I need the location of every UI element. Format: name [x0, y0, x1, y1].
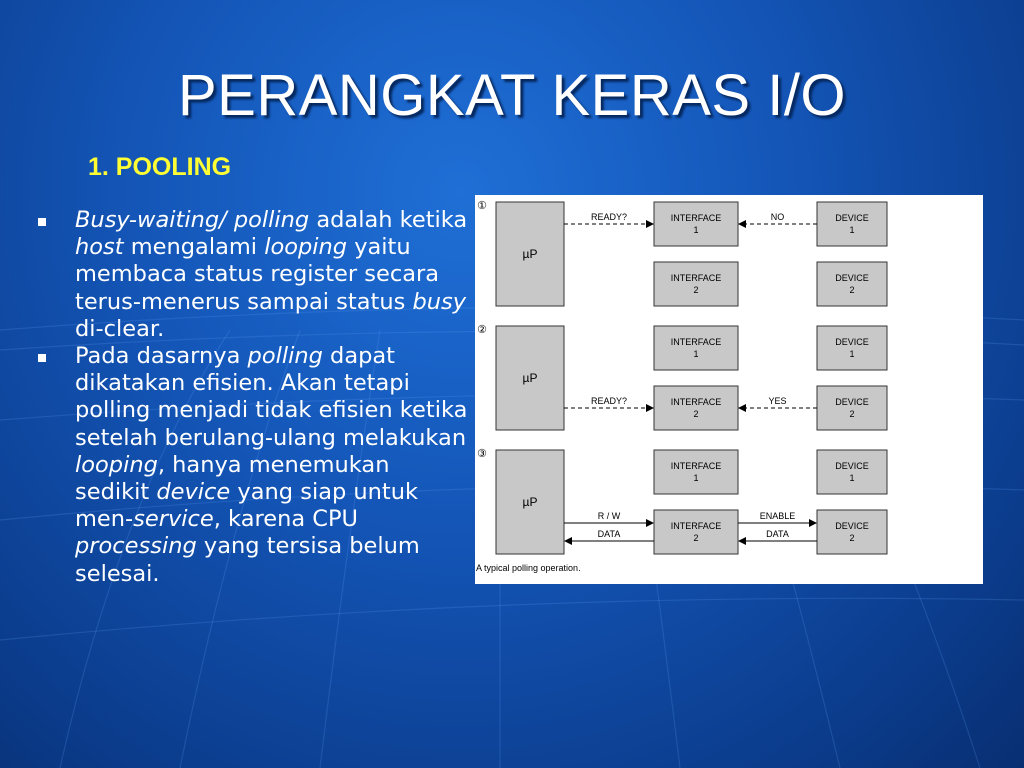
- cpu-signal-label: READY?: [590, 396, 628, 406]
- device-number: 2: [849, 285, 855, 295]
- diagram-caption: A typical polling operation.: [476, 563, 581, 573]
- device-label: DEVICE: [835, 461, 869, 471]
- slide-subtitle: 1. POOLING: [88, 153, 232, 181]
- device-label: DEVICE: [835, 397, 869, 407]
- text-run: Pada dasarnya: [75, 343, 248, 370]
- italic-term: device: [156, 479, 231, 506]
- italic-term: Busy-waiting/ polling: [75, 207, 310, 233]
- device-box: [817, 510, 887, 554]
- device-box: [817, 450, 887, 494]
- device-number: 2: [849, 533, 855, 543]
- text-run: dapat dikatakan efisien. Akan tetapi polling menjadi tidak efisien ketika setelah berulang-ulang melakukan: [75, 343, 468, 451]
- text-run: adalah ketika: [309, 207, 468, 233]
- text-run: mengalami: [123, 234, 265, 261]
- cpu-label: µP: [522, 247, 538, 261]
- interface-number: 1: [693, 349, 699, 359]
- interface-number: 2: [693, 533, 699, 543]
- interface-number: 2: [693, 285, 699, 295]
- device-label: DEVICE: [835, 521, 869, 531]
- bullet-list: [38, 207, 470, 588]
- device-data-label: DATA: [766, 529, 789, 539]
- device-signal-label: YES: [768, 396, 787, 406]
- text-run: yaitu membaca status register secara terus-menerus sampai status: [75, 234, 440, 315]
- device-box: [817, 326, 887, 370]
- bullet-item-polling-efficiency: [38, 343, 470, 588]
- italic-term: polling: [247, 343, 323, 370]
- device-signal-label: NO: [770, 212, 785, 222]
- text-run: yang siap untuk men-: [75, 479, 419, 533]
- text-run: di-clear.: [75, 315, 165, 342]
- interface-box: [654, 386, 738, 430]
- bullet-item-busy-waiting: [38, 207, 470, 343]
- text-run: , karena CPU: [213, 506, 359, 533]
- slide-title: PERANGKAT KERAS I/O: [177, 63, 847, 128]
- device-box: [817, 262, 887, 306]
- cpu-data-label: DATA: [597, 529, 621, 539]
- cpu-label: µP: [522, 495, 538, 509]
- interface-number: 1: [693, 225, 699, 235]
- interface-number: 1: [693, 473, 699, 483]
- italic-term: looping: [264, 234, 348, 261]
- italic-term: busy: [412, 288, 467, 315]
- interface-number: 2: [693, 409, 699, 419]
- interface-box: [654, 450, 738, 494]
- interface-box: [654, 510, 738, 554]
- cpu-signal-label: R / W: [597, 511, 621, 521]
- polling-diagram-svg: [475, 195, 983, 584]
- device-label: DEVICE: [835, 273, 869, 283]
- interface-label: INTERFACE: [670, 273, 722, 283]
- device-box: [817, 202, 887, 246]
- italic-term: service: [133, 506, 214, 533]
- italic-term: processing: [75, 533, 197, 560]
- device-number: 2: [849, 409, 855, 419]
- step-number: ③: [477, 447, 487, 460]
- italic-term: host: [75, 234, 124, 261]
- square-bullet-icon: [38, 354, 46, 362]
- step-number: ①: [477, 199, 487, 212]
- device-label: DEVICE: [835, 337, 869, 347]
- bullet-text: [75, 207, 467, 342]
- device-number: 1: [849, 225, 855, 235]
- device-number: 1: [849, 473, 855, 483]
- device-signal-label: ENABLE: [759, 511, 796, 521]
- interface-box: [654, 262, 738, 306]
- interface-label: INTERFACE: [670, 337, 722, 347]
- interface-label: INTERFACE: [670, 461, 722, 471]
- italic-term: looping: [75, 451, 158, 478]
- cpu-signal-label: READY?: [590, 212, 628, 222]
- interface-box: [654, 202, 738, 246]
- text-run: yang tersisa belum selesai.: [75, 533, 420, 587]
- interface-label: INTERFACE: [670, 213, 722, 223]
- text-run: , hanya menemukan sedikit: [75, 451, 390, 506]
- device-label: DEVICE: [835, 213, 869, 223]
- cpu-label: µP: [522, 371, 538, 385]
- interface-label: INTERFACE: [670, 397, 722, 407]
- interface-label: INTERFACE: [670, 521, 722, 531]
- interface-box: [654, 326, 738, 370]
- device-box: [817, 386, 887, 430]
- device-number: 1: [849, 349, 855, 359]
- step-number: ②: [477, 323, 487, 336]
- bullet-text: [75, 343, 467, 587]
- polling-diagram: [475, 195, 983, 584]
- square-bullet-icon: [38, 218, 46, 226]
